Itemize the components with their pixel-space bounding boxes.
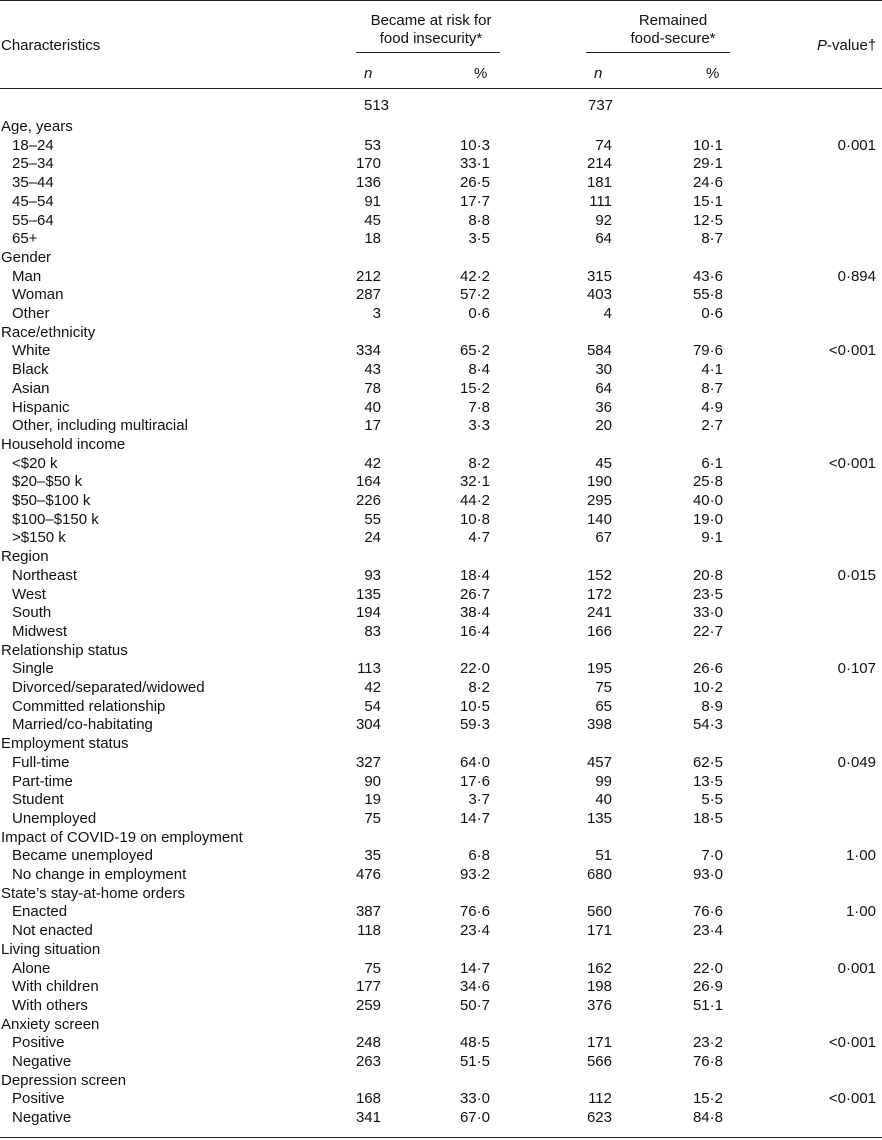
cell-pct2: 26·9	[692, 978, 723, 996]
row-label: >$150 k	[12, 529, 66, 547]
cell-pct2: 4·9	[701, 398, 723, 416]
cell-n1: 42	[364, 454, 381, 472]
category-label: Gender	[1, 248, 52, 266]
row-label: 25–34	[12, 155, 54, 173]
cell-n2: 241	[586, 604, 612, 622]
cell-pct1: 23·4	[459, 922, 490, 940]
cell-n1: 42	[364, 679, 381, 696]
cell-pct1: 67·0	[459, 1109, 490, 1127]
header-pvalue-italic: P	[817, 37, 828, 54]
cell-pct1: 48·5	[459, 1034, 490, 1052]
cell-pct1: 10·8	[459, 510, 490, 528]
cell-n1: 164	[355, 473, 381, 491]
cell-n1: 341	[355, 1109, 381, 1127]
cell-pct1: 18·4	[459, 566, 490, 584]
cell-n2: 181	[586, 174, 612, 192]
header-pvalue-rest: -value†	[827, 37, 877, 54]
cell-pct1: 8·8	[468, 211, 490, 229]
cell-pct2: 55·8	[692, 286, 723, 304]
cell-n1: 18	[364, 230, 381, 248]
row-label: $50–$100 k	[12, 492, 91, 509]
cell-n2: 40	[595, 791, 612, 809]
row-label: Alone	[12, 959, 51, 977]
cell-pct2: 23·2	[692, 1034, 723, 1052]
row-label: With others	[12, 996, 88, 1014]
cell-pct1: 50·7	[459, 996, 490, 1014]
cell-n2: 623	[586, 1109, 612, 1127]
cell-pct1: 33·1	[459, 155, 490, 173]
row-label: Black	[12, 361, 49, 379]
cell-n1: 90	[364, 772, 381, 790]
header-characteristics: Characteristics	[1, 37, 101, 54]
row-label: South	[12, 604, 52, 622]
cell-n2: 45	[595, 454, 612, 472]
cell-n1: 304	[355, 716, 381, 734]
cell-pct2: 25·8	[692, 473, 723, 491]
cell-pct1: 14·7	[459, 809, 490, 827]
header-n1: n	[364, 65, 373, 82]
cell-pvalue: <0·001	[828, 1090, 876, 1108]
cell-pct1: 59·3	[459, 716, 490, 734]
cell-pct2: 62·5	[692, 753, 723, 771]
cell-pct2: 12·5	[692, 211, 723, 229]
cell-pct1: 44·2	[459, 492, 490, 509]
cell-n1: 3	[372, 305, 381, 322]
cell-n1: 226	[355, 492, 381, 509]
cell-n2: 64	[595, 230, 612, 248]
cell-n1: 93	[364, 566, 381, 584]
category-label: Age, years	[1, 118, 73, 135]
cell-n1: 113	[357, 660, 381, 678]
cell-pct2: 76·8	[692, 1053, 723, 1070]
row-label: Divorced/separated/widowed	[12, 679, 205, 696]
cell-pct2: 4·1	[701, 361, 723, 379]
cell-pct2: 26·6	[692, 660, 723, 678]
cell-pct1: 3·7	[468, 791, 490, 809]
cell-pvalue: 0·894	[837, 267, 876, 285]
cell-pct2: 10·2	[692, 679, 723, 696]
cell-pct1: 65·2	[459, 342, 490, 360]
row-label: Married/co-habitating	[12, 716, 153, 734]
cell-pct2: 8·9	[701, 697, 723, 715]
cell-pct1: 16·4	[459, 622, 490, 640]
cell-pct2: 33·0	[692, 604, 723, 622]
cell-pct1: 42·2	[459, 267, 490, 285]
cell-pct1: 8·4	[468, 361, 490, 379]
cell-pct1: 0·6	[468, 305, 490, 322]
cell-n1: 170	[355, 155, 381, 173]
cell-n1: 91	[364, 192, 381, 210]
cell-pct1: 26·5	[459, 174, 490, 192]
cell-pct2: 6·1	[701, 454, 723, 472]
row-label: Man	[12, 267, 42, 285]
header-group2-line1: Remained	[638, 12, 708, 29]
header-group1-line2: food insecurity*	[379, 30, 483, 47]
cell-pct2: 10·1	[692, 136, 723, 154]
header-group2-line2: food-secure*	[630, 30, 716, 47]
header-group1-line1: Became at risk for	[370, 12, 492, 29]
cell-pct1: 4·7	[468, 529, 490, 547]
cell-n1: 334	[355, 342, 381, 360]
cell-pct1: 7·8	[468, 398, 490, 416]
cell-pct1: 10·5	[459, 697, 490, 715]
cell-pct2: 8·7	[701, 379, 723, 397]
category-label: Anxiety screen	[1, 1015, 100, 1033]
cell-n1: 212	[355, 267, 381, 285]
row-label: $100–$150 k	[12, 510, 99, 528]
cell-n2: 36	[595, 398, 612, 416]
cell-pct1: 64·0	[459, 753, 490, 771]
row-label: 35–44	[12, 174, 54, 192]
cell-pct2: 22·7	[692, 622, 723, 640]
cell-pvalue: 0·107	[837, 660, 876, 678]
row-label: Positive	[12, 1090, 65, 1108]
cell-n1: 327	[355, 753, 381, 771]
cell-n2: 403	[586, 286, 612, 304]
cell-n2: 152	[586, 566, 612, 584]
cell-pct2: 0·6	[701, 305, 723, 322]
cell-pct1: 15·2	[459, 379, 490, 397]
cell-pct2: 5·5	[701, 791, 723, 809]
cell-n1: 476	[355, 866, 381, 883]
row-label: Positive	[12, 1034, 65, 1052]
cell-n1: 45	[364, 211, 381, 229]
row-label: $20–$50 k	[12, 473, 83, 491]
cell-n2: 65	[595, 697, 612, 715]
top-rule	[0, 0, 882, 1]
cell-n2: 74	[595, 136, 612, 154]
cell-pvalue: 0·001	[837, 136, 876, 154]
cell-pct2: 84·8	[692, 1109, 723, 1127]
cell-n1: 54	[364, 697, 381, 715]
cell-pct1: 17·7	[459, 192, 490, 210]
cell-n1: 35	[364, 847, 381, 865]
cell-pct2: 51·1	[692, 996, 723, 1014]
cell-pvalue: <0·001	[828, 1034, 876, 1052]
cell-n2: 171	[586, 922, 612, 940]
row-label: Single	[12, 660, 54, 678]
bottom-rule	[0, 1137, 882, 1138]
cell-n1: 248	[355, 1034, 381, 1052]
cell-n1: 17	[364, 417, 381, 435]
cell-n2: 560	[586, 903, 612, 921]
cell-n1: 40	[364, 398, 381, 416]
cell-pct2: 23·4	[692, 922, 723, 940]
cell-n1: 135	[355, 585, 381, 603]
cell-n1: 387	[355, 903, 381, 921]
cell-pvalue: 1·00	[845, 847, 876, 865]
row-label: Became unemployed	[12, 847, 153, 865]
cell-n1: 75	[364, 959, 381, 977]
cell-n1: 55	[364, 510, 381, 528]
cell-n1: 136	[355, 174, 381, 192]
cell-n2: 67	[595, 529, 612, 547]
cell-pct2: 23·5	[692, 585, 723, 603]
row-label: 55–64	[12, 211, 54, 229]
group2-underline	[586, 52, 730, 53]
cell-n1: 75	[364, 809, 381, 827]
cell-pct1: 38·4	[459, 604, 490, 622]
row-label: Not enacted	[12, 922, 93, 940]
row-label: Student	[12, 791, 64, 809]
cell-n1: 194	[355, 604, 381, 622]
group1-underline	[356, 52, 500, 53]
cell-pct2: 29·1	[692, 155, 723, 173]
cell-pct2: 24·6	[692, 174, 723, 192]
row-label: 65+	[12, 230, 38, 248]
cell-n1: 263	[355, 1053, 381, 1070]
cell-n2: 376	[586, 996, 612, 1014]
total-n2: 737	[588, 97, 614, 114]
cell-n2: 315	[586, 267, 612, 285]
cell-n2: 195	[586, 660, 612, 678]
row-label: <$20 k	[12, 454, 58, 472]
cell-pct2: 15·2	[692, 1090, 723, 1108]
row-label: Part-time	[12, 772, 73, 790]
cell-pct1: 8·2	[468, 679, 490, 696]
category-label: Region	[1, 548, 49, 566]
row-label: Northeast	[12, 566, 78, 584]
cell-pct2: 40·0	[692, 492, 723, 509]
category-label: Race/ethnicity	[1, 323, 96, 341]
row-label: Hispanic	[12, 398, 70, 416]
row-label: No change in employment	[12, 866, 187, 883]
cell-pct1: 51·5	[459, 1053, 490, 1070]
cell-pct2: 13·5	[692, 772, 723, 790]
cell-n1: 168	[355, 1090, 381, 1108]
cell-n2: 190	[586, 473, 612, 491]
cell-n2: 4	[603, 305, 612, 322]
cell-pct1: 32·1	[459, 473, 490, 491]
cell-pct1: 3·5	[468, 230, 490, 248]
cell-pvalue: <0·001	[828, 454, 876, 472]
cell-pct2: 43·6	[692, 267, 723, 285]
cell-n2: 295	[586, 492, 612, 509]
cell-pvalue: 0·015	[837, 566, 876, 584]
cell-n2: 398	[586, 716, 612, 734]
row-label: Other	[12, 305, 50, 322]
cell-n2: 112	[588, 1090, 612, 1108]
cell-n2: 51	[595, 847, 612, 865]
row-label: Midwest	[12, 622, 68, 640]
row-label: Unemployed	[12, 809, 97, 827]
cell-n1: 287	[355, 286, 381, 304]
category-label: Depression screen	[1, 1071, 127, 1089]
cell-n2: 75	[595, 679, 612, 696]
cell-n1: 83	[364, 622, 381, 640]
cell-pct2: 8·7	[701, 230, 723, 248]
row-label: White	[12, 342, 51, 360]
category-label: Household income	[1, 435, 126, 453]
cell-n2: 30	[595, 361, 612, 379]
cell-pvalue: 1·00	[845, 903, 876, 921]
cell-pct1: 17·6	[459, 772, 490, 790]
cell-pct2: 54·3	[692, 716, 723, 734]
cell-pct1: 22·0	[459, 660, 490, 678]
cell-pct2: 93·0	[692, 866, 723, 883]
row-label: 45–54	[12, 192, 54, 210]
category-label: Living situation	[1, 940, 101, 958]
cell-n1: 118	[357, 922, 381, 940]
cell-pvalue: 0·001	[837, 959, 876, 977]
category-label: Impact of COVID-19 on employment	[1, 828, 243, 846]
category-label: State’s stay-at-home orders	[1, 884, 185, 902]
total-n1: 513	[364, 97, 390, 114]
cell-n2: 166	[586, 622, 612, 640]
row-label: Woman	[12, 286, 64, 304]
cell-pct1: 8·2	[468, 454, 490, 472]
cell-n1: 259	[355, 996, 381, 1014]
cell-pct2: 2·7	[701, 417, 723, 435]
cell-n1: 177	[355, 978, 381, 996]
cell-n1: 19	[364, 791, 381, 809]
header-n2: n	[594, 65, 603, 82]
row-label: Other, including multiracial	[12, 417, 188, 435]
cell-pct1: 76·6	[459, 903, 490, 921]
row-label: Asian	[12, 379, 50, 397]
cell-pct2: 18·5	[692, 809, 723, 827]
cell-pct2: 9·1	[701, 529, 723, 547]
row-label: Negative	[12, 1109, 72, 1127]
cell-n2: 198	[586, 978, 612, 996]
cell-n2: 162	[586, 959, 612, 977]
cell-pct1: 33·0	[459, 1090, 490, 1108]
cell-n2: 680	[586, 866, 612, 883]
row-label: Enacted	[12, 903, 68, 921]
cell-pct2: 19·0	[692, 510, 723, 528]
header-pct1: %	[474, 65, 488, 82]
header-pct2: %	[706, 65, 720, 82]
cell-n1: 24	[364, 529, 381, 547]
row-label: 18–24	[12, 136, 54, 154]
cell-n2: 64	[595, 379, 612, 397]
cell-n2: 172	[586, 585, 612, 603]
cell-pct2: 7·0	[701, 847, 723, 865]
cell-pct1: 3·3	[468, 417, 490, 435]
row-label: Negative	[12, 1053, 72, 1070]
row-label: Full-time	[12, 753, 70, 771]
cell-n2: 111	[589, 192, 612, 210]
cell-n2: 140	[586, 510, 612, 528]
cell-pvalue: 0·049	[837, 753, 876, 771]
cell-n1: 43	[364, 361, 381, 379]
row-label: With children	[12, 978, 99, 996]
cell-n2: 584	[586, 342, 612, 360]
cell-pct1: 57·2	[459, 286, 490, 304]
cell-pct2: 15·1	[692, 192, 723, 210]
cell-pct1: 26·7	[459, 585, 490, 603]
cell-n2: 92	[595, 211, 612, 229]
cell-pct2: 76·6	[692, 903, 723, 921]
cell-pvalue: <0·001	[828, 342, 876, 360]
cell-pct2: 20·8	[692, 566, 723, 584]
cell-pct1: 6·8	[468, 847, 490, 865]
cell-pct1: 10·3	[459, 136, 490, 154]
cell-n1: 78	[364, 379, 381, 397]
cell-pct1: 14·7	[459, 959, 490, 977]
cell-n2: 20	[595, 417, 612, 435]
cell-n1: 53	[364, 136, 381, 154]
cell-n2: 135	[586, 809, 612, 827]
cell-n2: 457	[586, 753, 612, 771]
cell-n2: 171	[586, 1034, 612, 1052]
header-pvalue	[817, 37, 876, 54]
cell-pct2: 79·6	[692, 342, 723, 360]
header-rule	[0, 88, 882, 89]
cell-pct1: 93·2	[459, 866, 490, 883]
cell-n2: 99	[595, 772, 612, 790]
category-label: Relationship status	[1, 641, 128, 659]
category-label: Employment status	[1, 735, 129, 753]
cell-pct2: 22·0	[692, 959, 723, 977]
cell-n2: 214	[586, 155, 612, 173]
row-label: West	[12, 585, 46, 603]
cell-n2: 566	[586, 1053, 612, 1070]
cell-pct1: 34·6	[459, 978, 490, 996]
row-label: Committed relationship	[12, 697, 166, 715]
